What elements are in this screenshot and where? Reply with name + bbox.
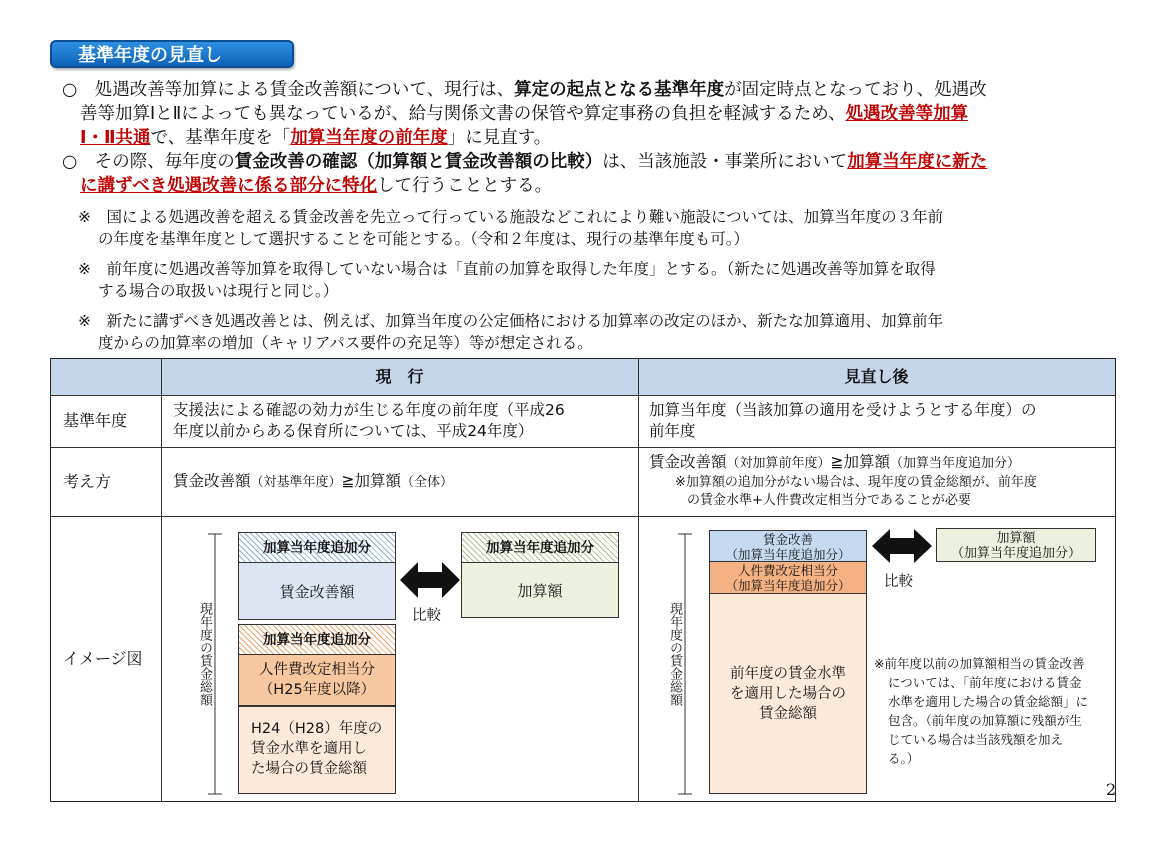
row-divider bbox=[51, 447, 1115, 448]
p2-text-c: は、当該施設・事業所において bbox=[602, 152, 848, 172]
current-addition-box: 加算額 bbox=[461, 562, 619, 618]
header-current: 現 行 bbox=[375, 367, 424, 386]
current-labor-revision-line: （H25年度以降） bbox=[258, 682, 376, 698]
revised-base-wage-line: 賃金総額 bbox=[759, 706, 817, 722]
p2-text-e: に講ずべき処遇改善に係る部分に特化 bbox=[80, 176, 378, 196]
p1-text-b: 算定の起点となる基準年度 bbox=[514, 80, 725, 100]
p1-text-g: で、基準年度を「 bbox=[150, 128, 291, 148]
approach-revised-a: 賃金改善額 bbox=[649, 453, 727, 471]
header-revised: 見直し後 bbox=[844, 367, 909, 386]
p1-text-e: 処遇改善等加算 bbox=[845, 104, 969, 124]
base-year-revised-line: 前年度 bbox=[649, 422, 696, 440]
p2-text-f: して行うこととする。 bbox=[377, 176, 553, 196]
row-label-image: イメージ図 bbox=[63, 649, 143, 668]
row-divider bbox=[51, 395, 1115, 396]
base-year-current-line: 支援法による確認の効力が生じる年度の前年度（平成26 bbox=[173, 401, 565, 419]
current-compare-arrow-icon bbox=[398, 558, 462, 602]
p1-text-c: が固定時点となっており、処遇改 bbox=[724, 80, 987, 100]
current-labor-revision-line: 人件費改定相当分 bbox=[259, 662, 375, 678]
p2-text-a: ○ その際、毎年度の bbox=[62, 152, 235, 172]
revised-labor-revision-box bbox=[709, 562, 867, 594]
row-divider bbox=[51, 516, 1115, 517]
note-3-line-2: 度からの加算率の増加（キャリアパス要件の充足等）等が想定される。 bbox=[98, 334, 593, 352]
approach-revised-c: ≧加算額 bbox=[830, 453, 891, 471]
paragraph-1 bbox=[62, 78, 987, 150]
p2-text-b: 賃金改善の確認（加算額と賃金改善額の比較） bbox=[234, 152, 603, 172]
revised-note-line: 水準を適用した場合の賃金総額」に bbox=[888, 694, 1089, 709]
current-wage-increase-box: 賃金改善額 bbox=[238, 562, 396, 620]
revised-note-line: る。） bbox=[888, 751, 920, 766]
page-number: 2 bbox=[1106, 780, 1117, 799]
note-1-line-1: ※ 国による処遇改善を超える賃金改善を先立って行っている施設などこれにより難い施設については、加算当年度の３年前 bbox=[78, 208, 944, 226]
note-2-line-2: する場合の取扱いは現行と同じ。） bbox=[98, 282, 339, 300]
revised-addition-line: 加算額 bbox=[996, 531, 1036, 546]
row-label-base-year: 基準年度 bbox=[63, 411, 128, 430]
approach-current-c: ≧加算額 bbox=[341, 472, 402, 490]
current-side-label: 現年度の賃金総額 bbox=[192, 600, 212, 708]
note-1-line-2: の年度を基準年度として選択することを可能とする。（令和２年度は、現行の基準年度も可。） bbox=[98, 230, 750, 248]
current-base-wage-line: H24（H28）年度の bbox=[251, 721, 383, 737]
approach-current bbox=[173, 471, 633, 493]
base-year-revised-line: 加算当年度（当該加算の適用を受けようとする年度）の bbox=[649, 401, 1037, 419]
base-year-revised bbox=[649, 400, 1109, 442]
base-year-current bbox=[173, 400, 633, 442]
current-compare-label: 比較 bbox=[412, 608, 441, 624]
revised-base-wage-line: 前年度の賃金水準 bbox=[730, 666, 846, 682]
revised-note-line: ※前年度以前の加算額相当の賃金改善 bbox=[874, 656, 1085, 671]
revised-wage-increase-box bbox=[709, 530, 867, 562]
current-base-wage-line: 賃金水準を適用し bbox=[251, 741, 367, 757]
note-1 bbox=[78, 206, 943, 250]
approach-revised bbox=[649, 452, 1114, 510]
revised-diagram-note bbox=[874, 654, 1114, 768]
revised-compare-label: 比較 bbox=[884, 574, 913, 590]
p1-text-i: 」に見直す。 bbox=[447, 128, 552, 148]
revised-addition-line: （加算当年度追加分） bbox=[950, 546, 1081, 561]
revised-base-wage-box bbox=[709, 594, 867, 794]
approach-revised-d: （加算当年度追加分） bbox=[890, 456, 1021, 471]
p1-text-a: ○ 処遇改善等加算による賃金改善額について、現行は、 bbox=[62, 80, 515, 100]
revised-wage-increase-line: 賃金改善 bbox=[762, 532, 813, 547]
section-title: 基準年度の見直し bbox=[50, 40, 294, 68]
approach-revised-b: （対加算前年度） bbox=[726, 456, 831, 471]
current-wage-increase-hatch: 加算当年度追加分 bbox=[238, 532, 396, 562]
approach-revised-note: の賃金水準+人件費改定相当分であることが必要 bbox=[687, 493, 971, 508]
revised-note-line: については、「前年度における賃金 bbox=[888, 675, 1082, 690]
note-2 bbox=[78, 258, 936, 302]
revised-wage-increase-line: （加算当年度追加分） bbox=[725, 547, 851, 562]
revised-labor-revision-line: 人件費改定相当分 bbox=[737, 563, 838, 578]
current-base-wage-line: た場合の賃金総額 bbox=[251, 761, 367, 777]
note-3 bbox=[78, 310, 943, 354]
revised-base-wage-line: を適用した場合の bbox=[730, 686, 846, 702]
column-divider bbox=[161, 359, 162, 801]
revised-side-label: 現年度の賃金総額 bbox=[662, 600, 682, 708]
revised-note-line: 包含。（前年度の加算額に残額が生 bbox=[888, 713, 1082, 728]
note-3-line-1: ※ 新たに講ずべき処遇改善とは、例えば、加算当年度の公定価格における加算率の改定のほか、新たな加算適用、加算前年 bbox=[78, 312, 944, 330]
p1-text-d: 善等加算ⅠとⅡによっても異なっているが、給与関係文書の保管や算定事務の負担を軽減するため、 bbox=[80, 104, 846, 124]
revised-labor-revision-line: （加算当年度追加分） bbox=[725, 578, 851, 593]
current-labor-revision-box bbox=[238, 654, 396, 706]
current-addition-hatch: 加算当年度追加分 bbox=[461, 532, 619, 562]
p1-text-h: 加算当年度の前年度 bbox=[290, 128, 448, 148]
row-label-approach: 考え方 bbox=[63, 472, 112, 491]
approach-current-b: （対基準年度） bbox=[250, 475, 342, 490]
approach-revised-note: ※加算額の追加分がない場合は、現年度の賃金総額が、前年度 bbox=[675, 475, 1037, 490]
approach-current-d: （全体） bbox=[401, 475, 454, 490]
revised-compare-arrow-icon bbox=[870, 526, 934, 566]
current-labor-revision-hatch: 加算当年度追加分 bbox=[238, 624, 396, 654]
current-base-wage-box bbox=[238, 706, 396, 794]
p2-text-d: 加算当年度に新た bbox=[847, 152, 988, 172]
base-year-current-line: 年度以前からある保育所については、平成24年度） bbox=[173, 422, 534, 440]
revised-addition-box bbox=[936, 528, 1096, 562]
paragraph-2 bbox=[62, 150, 987, 198]
p1-text-f: Ⅰ・Ⅱ共通 bbox=[80, 128, 151, 148]
note-2-line-1: ※ 前年度に処遇改善等加算を取得していない場合は「直前の加算を取得した年度」とする。（新たに処遇改善等加算を取得 bbox=[78, 260, 936, 278]
revised-note-line: じている場合は当該残額を加え bbox=[888, 732, 1064, 747]
approach-current-a: 賃金改善額 bbox=[173, 472, 251, 490]
column-divider bbox=[638, 359, 639, 801]
